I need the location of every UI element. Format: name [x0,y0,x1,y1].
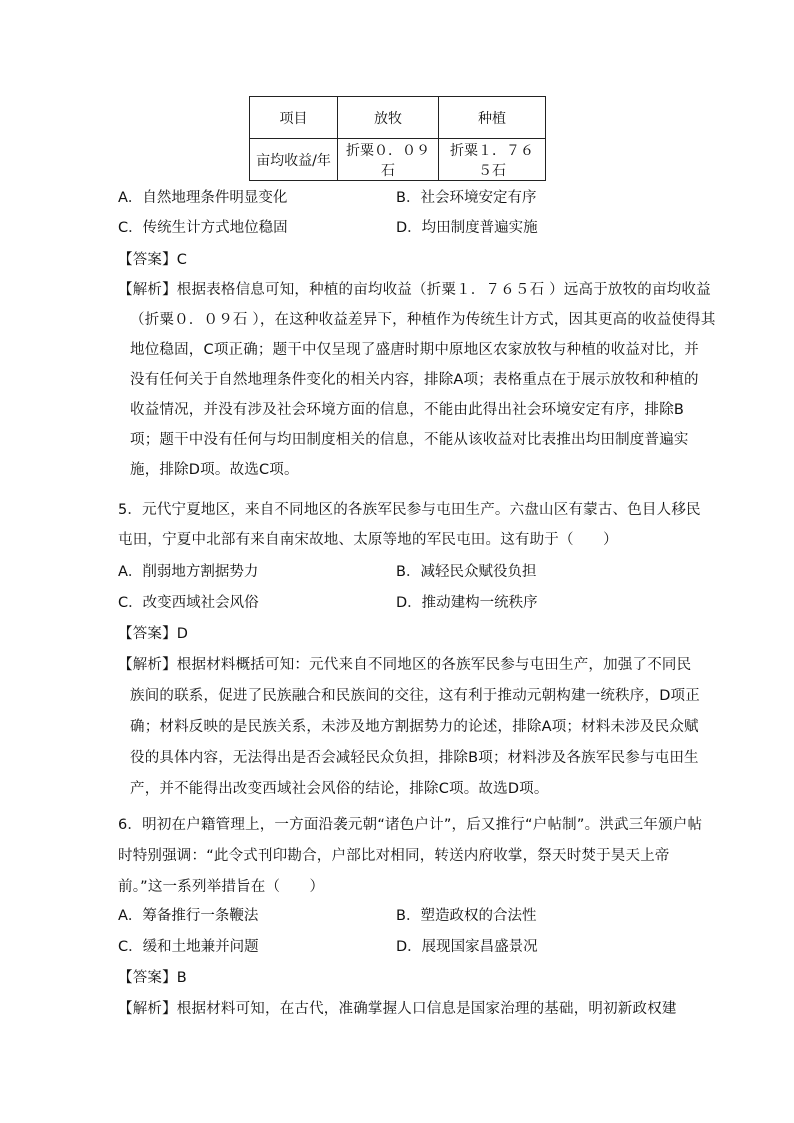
q4-option-b: B．社会环境安定有序 [396,190,537,206]
q5-option-c: C．改变西域社会风俗 [118,595,259,611]
q4-analysis-line: 施，排除D项。故选C项。 [130,462,299,478]
q4-analysis-line: 没有任何关于自然地理条件变化的相关内容，排除A项；表格重点在于展示放牧和种植的 [130,372,699,388]
q6-option-a: A．筹备推行一条鞭法 [118,908,259,924]
table-cell-grazing: 折粟０．０９石 [338,139,439,181]
q6-answer: 【答案】B [118,970,187,986]
table-header-grazing: 放牧 [338,97,439,139]
q4-analysis-line: 【解析】根据表格信息可知，种植的亩均收益（折粟１．７６５石 ）远高于放牧的亩均收益 [118,282,711,298]
q4-analysis-line: 收益情况，并没有涉及社会环境方面的信息，不能由此得出社会环境安定有序，排除B [130,402,685,418]
q4-option-d: D．均田制度普遍实施 [396,220,538,236]
q4-answer: 【答案】C [118,252,188,268]
q5-analysis-line: 役的具体内容，无法得出是否会减轻民众负担，排除B项；材料涉及各族军民参与屯田生 [130,750,699,766]
q4-analysis-line: 地位稳固，C项正确；题干中仅呈现了盛唐时期中原地区农家放牧与种植的收益对比，并 [130,342,699,358]
q5-option-d: D．推动建构一统秩序 [396,595,538,611]
q5-analysis-line: 确；材料反映的是民族关系，未涉及地方割据势力的论述，排除A项；材料未涉及民众赋 [130,719,699,735]
q6-stem-line: 时特别强调：“此令式刊印勘合，户部比对相同，转送内府收掌，祭天时焚于昊天上帝 [118,848,670,864]
table-header-item: 项目 [250,97,338,139]
q5-stem-line: 屯田，宁夏中北部有来自南宋故地、太原等地的军民屯田。这有助于（ ） [118,532,618,548]
q4-option-a: A．自然地理条件明显变化 [118,190,288,206]
q6-option-c: C．缓和土地兼并问题 [118,939,259,955]
q6-analysis-line: 【解析】根据材料可知，在古代，准确掌握人口信息是国家治理的基础，明初新政权建 [118,1001,677,1017]
table-cell-label: 亩均收益/年 [250,139,338,181]
q6-option-b: B．塑造政权的合法性 [396,908,537,924]
q4-analysis-line: 项；题干中没有任何与均田制度相关的信息，不能从该收益对比表推出均田制度普遍实 [130,432,689,448]
q5-answer: 【答案】D [118,626,189,642]
q6-stem-line: 前。”这一系列举措旨在（ ） [118,879,325,895]
table-cell-planting: 折粟１．７６５石 [439,139,546,181]
table-header-planting: 种植 [439,97,546,139]
q5-option-b: B．减轻民众赋役负担 [396,564,537,580]
q5-analysis-line: 【解析】根据材料概括可知：元代来自不同地区的各族军民参与屯田生产，加强了不同民 [118,657,692,673]
q6-stem-line: 6．明初在户籍管理上，一方面沿袭元朝“诸色户计”，后又推行“户帖制”。洪武三年颁户帖 [118,817,703,833]
income-table [249,96,546,181]
q5-analysis-line: 产，并不能得出改变西域社会风俗的结论，排除C项。故选D项。 [130,781,549,797]
table-row [250,139,546,181]
q5-stem-line: 5．元代宁夏地区，来自不同地区的各族军民参与屯田生产。六盘山区有蒙古、色目人移民 [118,502,701,518]
q4-option-c: C．传统生计方式地位稳固 [118,220,288,236]
q5-analysis-line: 族间的联系，促进了民族融合和民族间的交往，这有利于推动元朝构建一统秩序，D项正 [130,688,700,704]
q5-option-a: A．削弱地方割据势力 [118,564,259,580]
q6-option-d: D．展现国家昌盛景况 [396,939,538,955]
table-header-row [250,97,546,139]
q4-analysis-line: （折粟０．０９石 ），在这种收益差异下，种植作为传统生计方式，因其更高的收益使得其 [130,312,716,328]
